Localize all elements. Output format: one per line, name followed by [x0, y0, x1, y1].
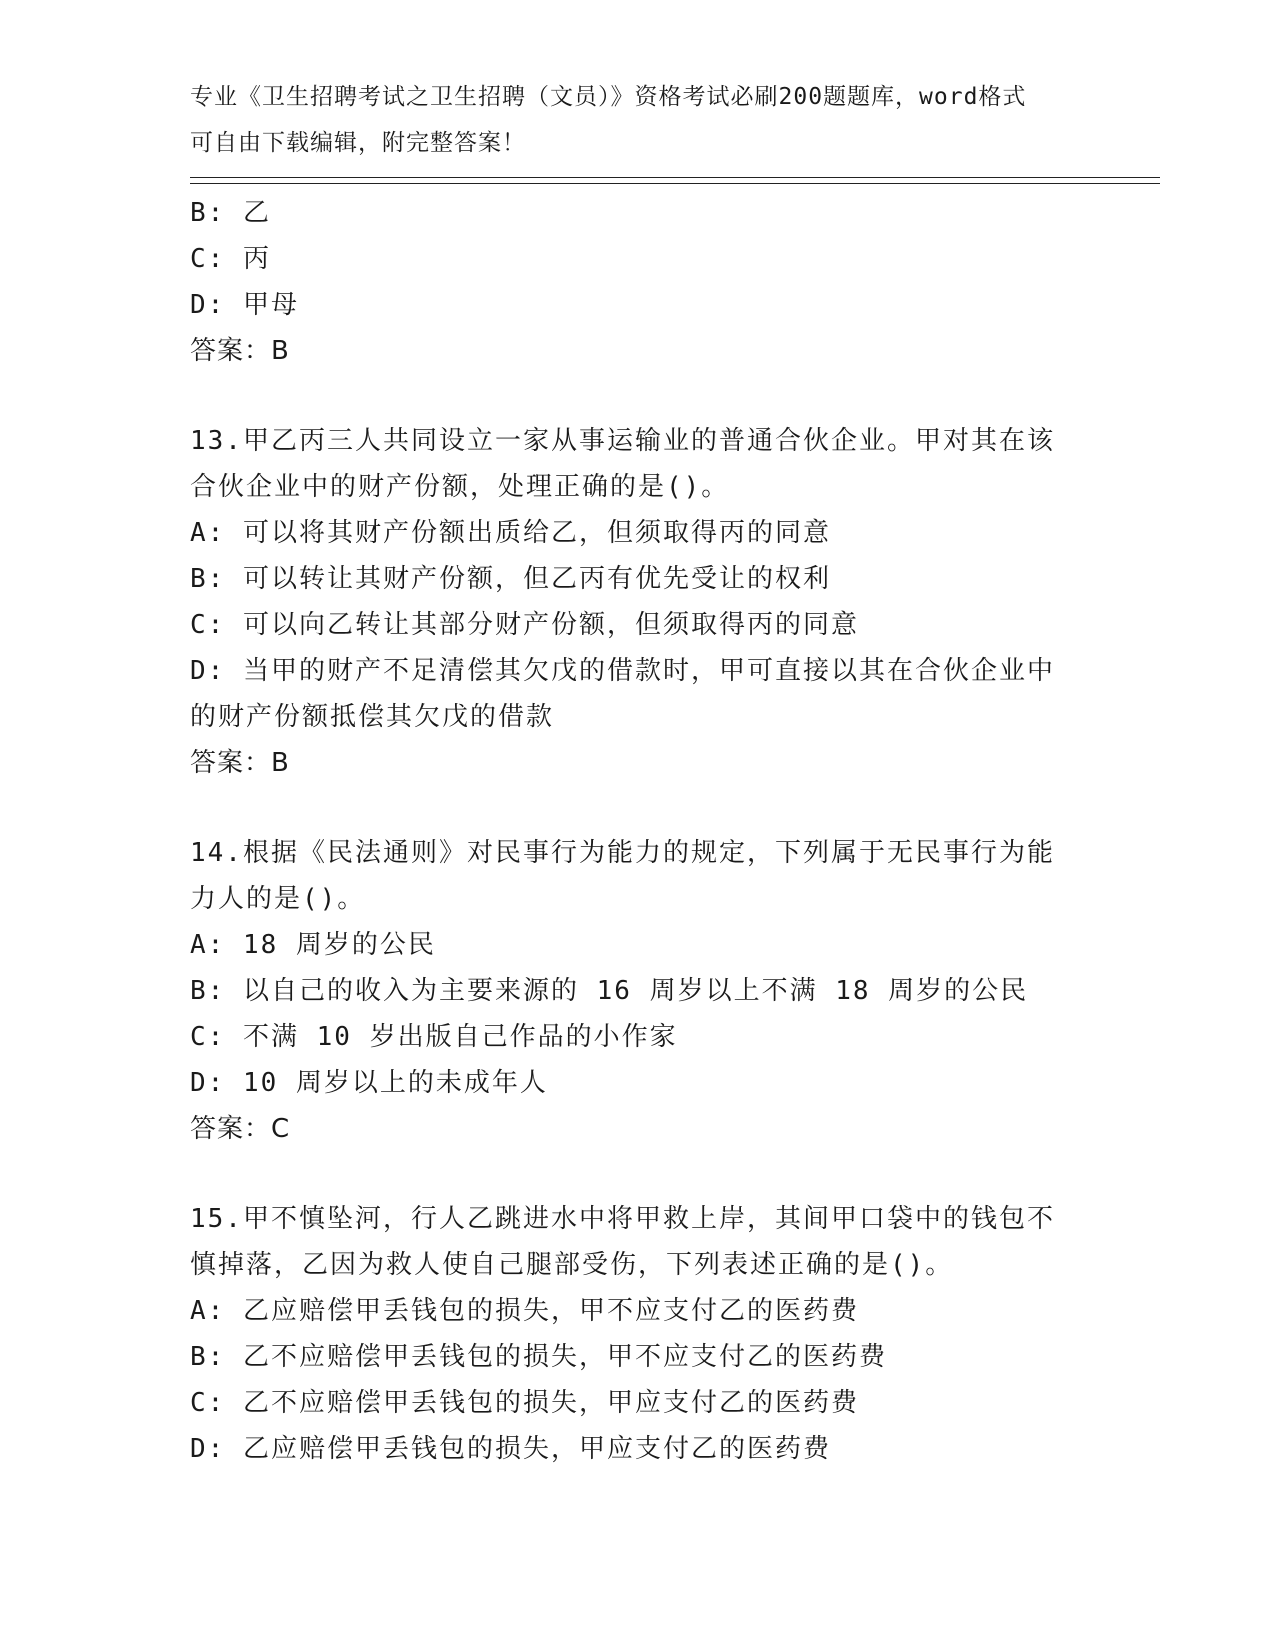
question-15	[190, 1196, 1090, 1472]
question-stem-line-1: 13.甲乙丙三人共同设立一家从事运输业的普通合伙企业。甲对其在该	[190, 426, 1055, 456]
question-stem-line-1: 14.根据《民法通则》对民事行为能力的规定，下列属于无民事行为能	[190, 838, 1055, 868]
question-12-continued	[190, 190, 1090, 374]
option-d: D: 甲母	[190, 290, 299, 320]
option-b: B: 可以转让其财产份额，但乙丙有优先受让的权利	[190, 564, 831, 594]
answer-text: 答案：B	[190, 336, 290, 366]
question-14	[190, 830, 1090, 1152]
header-divider-top	[190, 177, 1160, 178]
answer-text: 答案：B	[190, 748, 290, 778]
header-title-line-2: 可自由下载编辑，附完整答案！	[190, 130, 526, 156]
question-content	[190, 190, 1090, 1472]
option-d: D: 10 周岁以上的未成年人	[190, 1068, 548, 1098]
question-stem-line-2: 慎掉落，乙因为救人使自己腿部受伤，下列表述正确的是()。	[190, 1250, 954, 1280]
option-c: C: 乙不应赔偿甲丢钱包的损失，甲应支付乙的医药费	[190, 1388, 859, 1418]
option-c: C: 不满 10 岁出版自己作品的小作家	[190, 1022, 678, 1052]
spacer	[190, 786, 1090, 830]
option-c: C: 丙	[190, 244, 271, 274]
option-d-line-1: D: 当甲的财产不足清偿其欠戊的借款时，甲可直接以其在合伙企业中	[190, 656, 1055, 686]
header-divider-bottom	[190, 183, 1160, 184]
option-c: C: 可以向乙转让其部分财产份额，但须取得丙的同意	[190, 610, 859, 640]
page-header	[190, 74, 1070, 166]
option-a: A: 可以将其财产份额出质给乙，但须取得丙的同意	[190, 518, 831, 548]
option-b: B: 以自己的收入为主要来源的 16 周岁以上不满 18 周岁的公民	[190, 976, 1029, 1006]
option-b: B: 乙不应赔偿甲丢钱包的损失，甲不应支付乙的医药费	[190, 1342, 887, 1372]
option-a: A: 乙应赔偿甲丢钱包的损失，甲不应支付乙的医药费	[190, 1296, 859, 1326]
header-title-line-1: 专业《卫生招聘考试之卫生招聘（文员）》资格考试必刷200题题库，word格式	[190, 84, 1027, 110]
option-d: D: 乙应赔偿甲丢钱包的损失，甲应支付乙的医药费	[190, 1434, 831, 1464]
question-stem-line-1: 15.甲不慎坠河，行人乙跳进水中将甲救上岸，其间甲口袋中的钱包不	[190, 1204, 1055, 1234]
option-a: A: 18 周岁的公民	[190, 930, 436, 960]
answer-text: 答案：C	[190, 1114, 291, 1144]
question-stem-line-2: 合伙企业中的财产份额，处理正确的是()。	[190, 472, 730, 502]
question-stem-line-2: 力人的是()。	[190, 884, 366, 914]
question-13	[190, 418, 1090, 786]
spacer	[190, 374, 1090, 418]
option-d-line-2: 的财产份额抵偿其欠戊的借款	[190, 702, 555, 732]
spacer	[190, 1152, 1090, 1196]
option-b: B: 乙	[190, 198, 271, 228]
